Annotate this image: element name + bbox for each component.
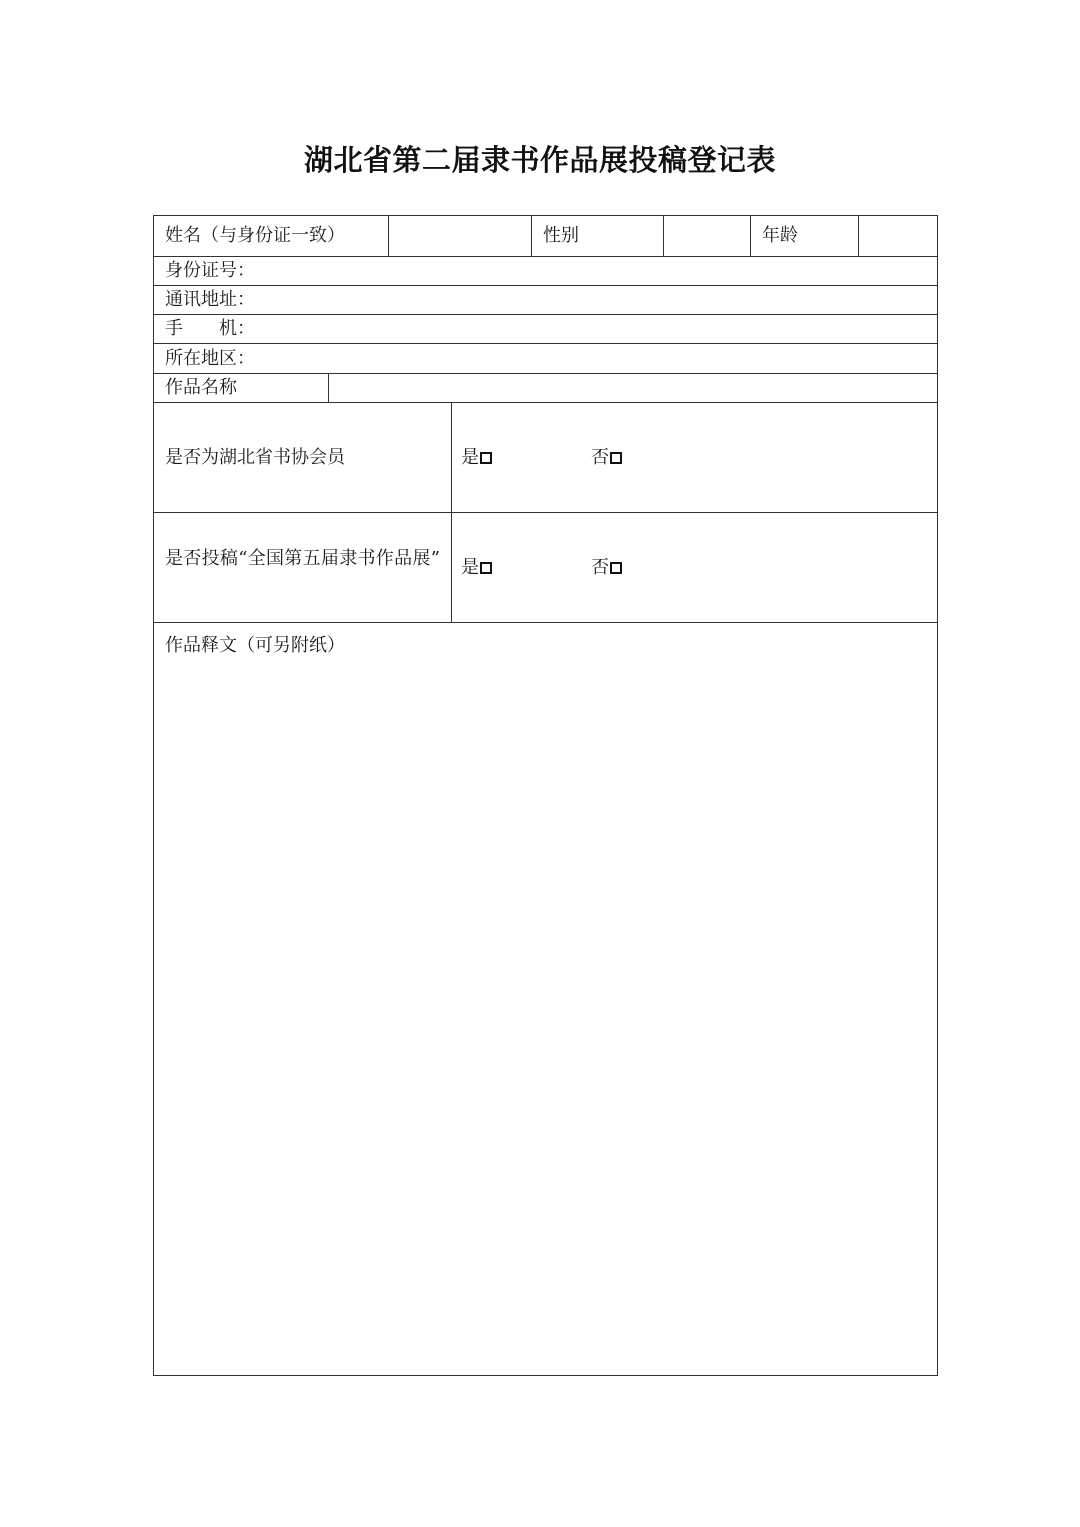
member-question-options-cell <box>452 403 937 512</box>
submit-question-options-cell <box>452 513 937 622</box>
submit-yes-option[interactable] <box>461 557 492 579</box>
gender-value-cell[interactable] <box>664 216 751 256</box>
submit-no-checkbox[interactable] <box>610 562 622 574</box>
region-cell[interactable] <box>154 344 937 373</box>
phone-label: 手 机： <box>165 318 255 339</box>
registration-form-table <box>153 215 938 1376</box>
age-label: 年龄 <box>762 225 798 246</box>
row-phone <box>154 315 937 344</box>
submit-question-label: 是否投稿“全国第五届隶书作品展” <box>165 547 441 569</box>
row-id-number <box>154 257 937 286</box>
submit-question-label-cell <box>154 513 452 622</box>
work-name-value-cell[interactable] <box>329 374 937 402</box>
id-number-cell[interactable] <box>154 257 937 285</box>
work-name-label: 作品名称 <box>165 377 237 398</box>
gender-label-cell <box>532 216 664 256</box>
member-yes-checkbox[interactable] <box>480 452 492 464</box>
row-member-question <box>154 403 937 513</box>
member-yes-label: 是 <box>461 446 479 468</box>
member-no-option[interactable] <box>591 447 622 469</box>
transcription-label: 作品释文（可另附纸） <box>165 635 345 656</box>
row-address <box>154 286 937 315</box>
row-region <box>154 344 937 374</box>
work-name-label-cell <box>154 374 329 402</box>
member-no-label: 否 <box>591 446 609 468</box>
address-cell[interactable] <box>154 286 937 314</box>
age-value-cell[interactable] <box>859 216 937 256</box>
row-work-name <box>154 374 937 403</box>
submit-no-label: 否 <box>591 556 609 578</box>
member-no-checkbox[interactable] <box>610 452 622 464</box>
age-label-cell <box>751 216 859 256</box>
member-yes-option[interactable] <box>461 447 492 469</box>
name-value-cell[interactable] <box>389 216 532 256</box>
transcription-area[interactable] <box>154 623 937 1375</box>
row-name-gender-age <box>154 216 937 257</box>
row-submit-question <box>154 513 937 623</box>
id-number-label: 身份证号： <box>165 260 255 281</box>
member-question-label-cell <box>154 403 452 512</box>
phone-cell[interactable] <box>154 315 937 343</box>
name-label-cell <box>154 216 389 256</box>
name-label: 姓名（与身份证一致） <box>165 225 345 246</box>
submit-yes-label: 是 <box>461 556 479 578</box>
form-title: 湖北省第二届隶书作品展投稿登记表 <box>303 143 776 177</box>
region-label: 所在地区： <box>165 347 255 369</box>
address-label: 通讯地址： <box>165 289 255 310</box>
submit-no-option[interactable] <box>591 557 622 579</box>
member-question-label: 是否为湖北省书协会员 <box>165 446 345 468</box>
submit-yes-checkbox[interactable] <box>480 562 492 574</box>
gender-label: 性别 <box>543 225 579 246</box>
